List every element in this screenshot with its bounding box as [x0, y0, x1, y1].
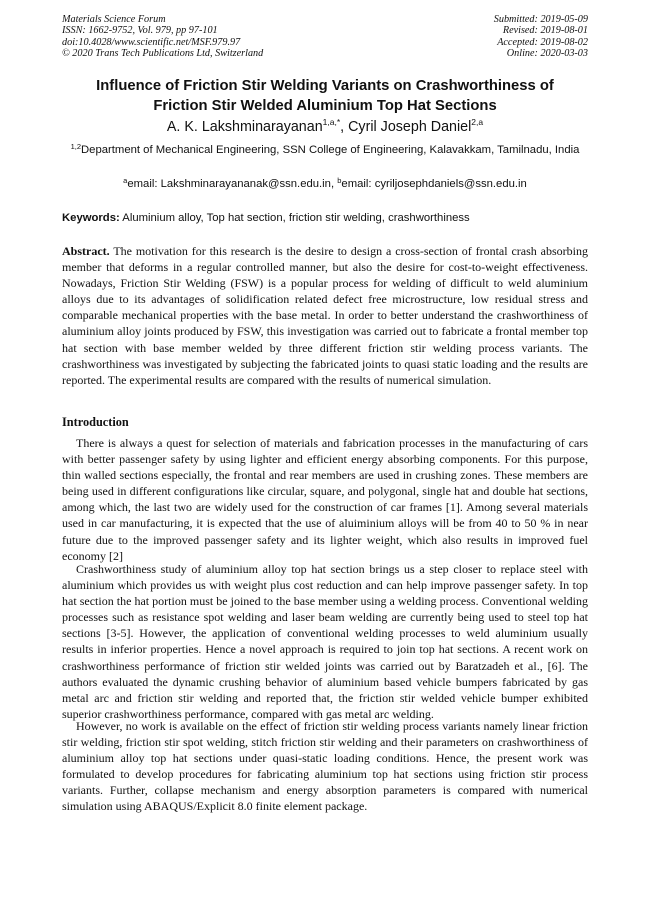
title-line-2: Friction Stir Welded Aluminium Top Hat Sections	[153, 98, 497, 114]
email-b-marker: b	[337, 176, 342, 185]
author-list	[20, 117, 630, 137]
keywords	[62, 210, 588, 226]
keywords-text: Aluminium alloy, Top hat section, friction stir welding, crashworthiness	[119, 212, 470, 224]
author-1-affiliation-marker: 1,a,*	[322, 117, 341, 127]
intro-paragraph-3: However, no work is available on the effect of friction stir welding process variants namely linear friction stir welding, friction stir spot welding, stitch friction stir welding and their parameters on crashworthiness of aluminium alloy top hat sections under quasi-static loading conditions. Hence, the present work was formulated to develop procedures for fabricating aluminium top hat sections using friction stir process variants. Further, collapse mechanism and energy absorption parameters is compared with numerical simulation using ABAQUS/Explicit 8.0 finite element package.	[62, 719, 588, 814]
paper-title	[40, 76, 610, 116]
abstract-text: The motivation for this research is the desire to design a cross-section of frontal crash absorbing member that deforms in a regular controlled manner, but also the desire for cost-to-weight effectiveness. Nowadays, Friction Stir Welding (FSW) is a popular process for welding of difficult to weld aluminium alloys due to its advantages of solidification related defect free microstructure, low residual stress and comparable mechanical properties with the base metal. In order to better understand the crashworthiness of aluminium alloy joints produced by FSW, this investigation was carried out to fabricate a frontal member top hat section with base member welded by three different friction stir welding process variants. The crashworthiness was investigated by subjecting the fabricated joints to quasi static loading and the results are reported. The experimental results are compared with the results of numerical simulation.	[62, 244, 588, 387]
author-1: A. K. Lakshminarayanan	[166, 119, 323, 135]
email-b: email: cyriljosephdaniels@ssn.edu.in	[341, 178, 527, 190]
journal-info	[62, 14, 263, 59]
doi-line: doi:10.4028/www.scientific.net/MSF.979.97	[62, 36, 241, 48]
affiliation-text: Department of Mechanical Engineering, SSN College of Engineering, Kalavakkam, Tamilnadu, India	[81, 144, 580, 156]
section-heading-introduction: Introduction	[62, 415, 129, 429]
journal-name: Materials Science Forum	[62, 14, 166, 25]
author-2-affiliation-marker: 2,a	[471, 117, 484, 127]
revised-date: Revised: 2019-08-01	[502, 25, 588, 37]
title-line-1: Influence of Friction Stir Welding Variants on Crashworthiness of	[96, 78, 554, 94]
author-separator: ,	[340, 119, 349, 135]
online-date: Online: 2020-03-03	[506, 47, 588, 59]
intro-paragraph-2: Crashworthiness study of aluminium alloy top hat section brings us a step closer to replace steel with aluminium which provides us with weight plus cost reduction and can help improve passenger safety. In top hat section the hat portion must be joined to the base member using a welding process. Conventional welding processes such as resistance spot welding and laser beam welding are currently being used to steel top hat sections [3-5]. However, the application of conventional welding processes to weld aluminium usually results in inferior properties. Hence a novel approach is required to join top hat sections. A recent work on crashworthiness performance of friction stir welded joints was carried out by Baratzadeh et al., [6]. The authors evaluated the dynamic crushing behavior of aluminium based vehicle bumpers fabricated by gas metal arc and friction stir welding and reported that, the friction stir welded vehicle bumper exhibited superior crashworthiness performance, compared with gas metal arc welding.	[62, 562, 588, 721]
intro-paragraph-1: There is always a quest for selection of materials and fabrication processes in the manufacturing of cars with better passenger safety by using lighter and efficient energy absorbing components. For this purpose, thin walled sections especially, the frontal and rear members are used in crushing zones. These members are being used in different configurations like circular, square, and polygonal, single hat and double hat sections, among which, the last two are widely used for the construction of car frames [1]. Among several materials used in car manufacturing, it is expected that the use of aluiminium alloys will be from 40 to 50 % in near future due to the improved passenger safety and its lighter weight, which also results in improved fuel economy [2]	[62, 436, 588, 563]
submitted-date: Submitted: 2019-05-09	[493, 14, 588, 25]
copyright-line: © 2020 Trans Tech Publications Ltd, Switzerland	[62, 47, 264, 59]
abstract	[62, 243, 588, 388]
email-a-marker: a	[123, 176, 128, 185]
keywords-label: Keywords:	[62, 212, 120, 224]
abstract-label: Abstract.	[62, 244, 110, 258]
author-2: Cyril Joseph Daniel	[348, 119, 472, 135]
affiliation	[62, 142, 588, 158]
email-a: email: Lakshminarayananak@ssn.edu.in,	[127, 178, 338, 190]
issn-line: ISSN: 1662-9752, Vol. 979, pp 97-101	[62, 25, 218, 37]
accepted-date: Accepted: 2019-08-02	[497, 36, 588, 48]
contact-emails	[40, 176, 610, 192]
publication-dates	[494, 14, 588, 59]
affiliation-marker: 1,2	[70, 142, 82, 151]
